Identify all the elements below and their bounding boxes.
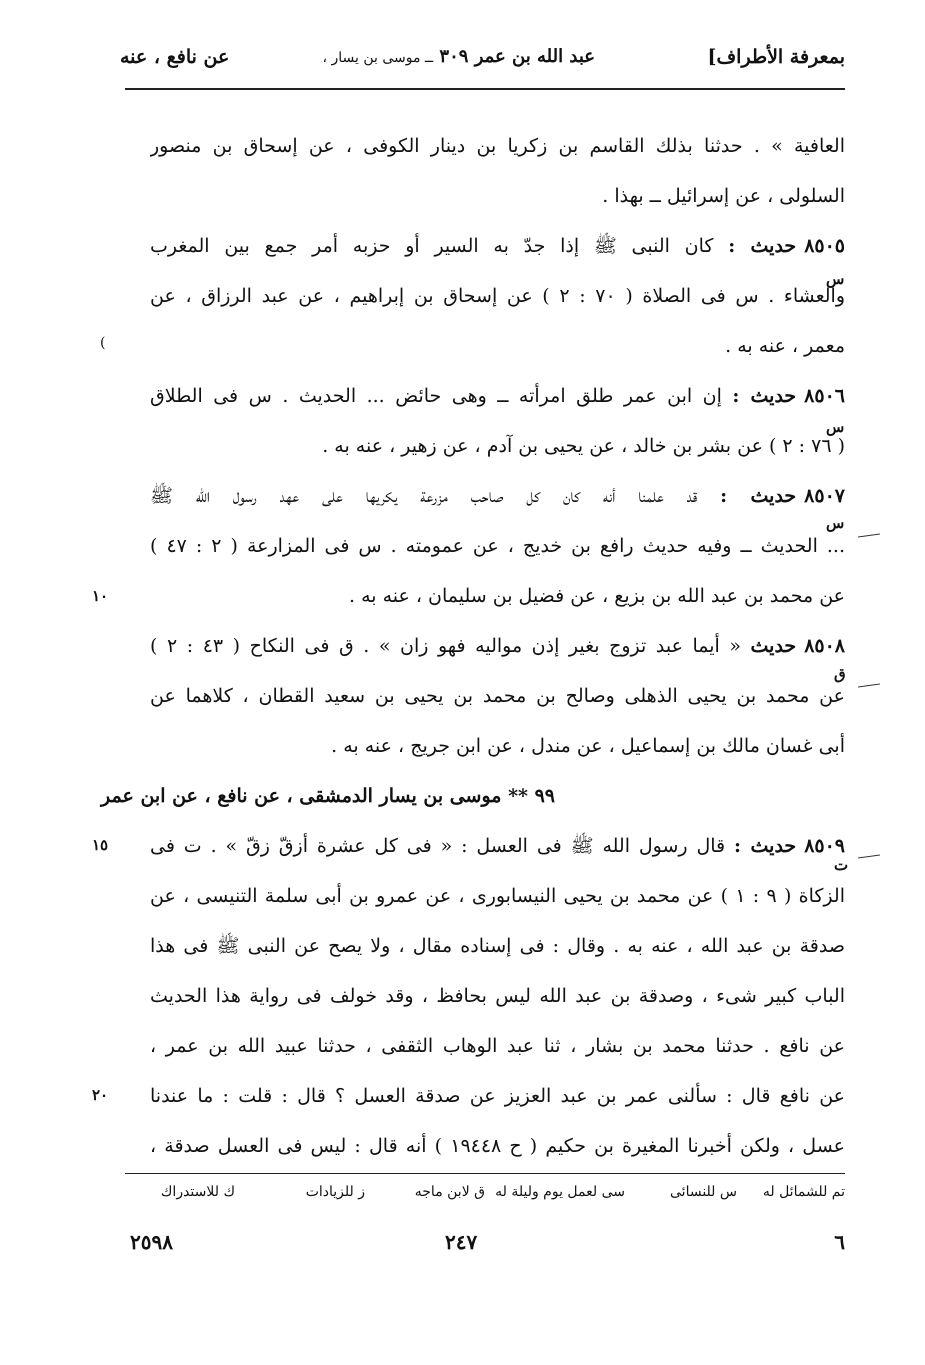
- legend-istidrak: ك للاستدراك: [160, 1184, 235, 1200]
- margin-siglum: س: [826, 514, 845, 532]
- header-section-main: عبد الله بن عمر ٣٠٩: [439, 46, 595, 67]
- margin-siglum: ت: [834, 856, 849, 874]
- header-rule: [125, 88, 845, 90]
- margin-paren: (: [100, 335, 106, 351]
- hadith-number: ٨٥٠٦: [804, 385, 845, 407]
- text-line: عسل ، ولكن أخبرنا المغيرة بن حكيم ( ح ١٩٤٤٨ ) أنه قال : ليس فى العسل صدقة ،: [150, 1135, 845, 1157]
- text-line: السلولى ، عن إسرائيل ــ بهذا .: [602, 185, 845, 207]
- footer-sequence-number: ٢٥٩٨: [130, 1230, 173, 1254]
- header-section-sub: ــ موسى بن يسار ،: [322, 50, 434, 66]
- legend-shamail: تم للشمائل له: [762, 1184, 845, 1200]
- legend-ibn-majah: ق لابن ماجه: [414, 1184, 485, 1200]
- text-line: الزكاة ( ٩ : ١ ) عن محمد بن يحيى النيسابورى ، عن عمرو بن أبى سلمة التنيسى ، عن: [150, 885, 845, 907]
- hadith-keyword: حديث :: [734, 835, 797, 857]
- hadith-number: ٨٥٠٥: [804, 235, 845, 257]
- legend-nasai: س للنسائى: [670, 1184, 737, 1200]
- hadith-keyword: حديث :: [732, 385, 797, 407]
- text-line: عن نافع قال : سألنى عمر بن عبد العزيز عن صدقة العسل ؟ قال : قلت : ما عندنا: [150, 1085, 845, 1107]
- page-number: ٢٤٧: [445, 1230, 478, 1254]
- hadith-entry-8505: ٨٥٠٥حديث : كان النبى ﷺ إذا جدّ به السير أو حزبه أمر جمع بين المغرب: [150, 235, 845, 257]
- hadith-number: ٨٥٠٧: [804, 485, 845, 507]
- hadith-entry-8509: ٨٥٠٩حديث : قال رسول الله ﷺ فى العسل : « فى كل عشرة أزقّ زقّ » . ت فى: [150, 835, 845, 857]
- hadith-keyword: حديث :: [728, 235, 797, 257]
- margin-siglum: ق: [834, 665, 846, 683]
- margin-mark: [858, 854, 880, 858]
- margin-line-number: ١٠: [92, 587, 109, 605]
- text-line: الباب كبير شىء ، وصدقة بن عبد الله ليس بحافظ ، وقد خولف فى رواية هذا الحديث: [150, 985, 845, 1007]
- footer-volume-number: ٦: [834, 1230, 845, 1254]
- legend-amal: سى لعمل يوم وليلة له: [495, 1184, 625, 1200]
- hadith-entry-8507: ٨٥٠٧حديث : قد علمنا أنه كان كل صاحب مزرعة يكريها على عهد رسول الله ﷺ: [150, 485, 845, 507]
- hadith-entry-8508: ٨٥٠٨حديث « أيما عبد تزوج بغير إذن مواليه فهو زان » . ق فى النكاح ( ٤٣ : ٢ ): [150, 635, 845, 657]
- legend-ziyadat: ز للزيادات: [305, 1184, 365, 1200]
- footer-rule: [125, 1173, 845, 1174]
- hadith-number: ٨٥٠٨: [804, 635, 845, 657]
- hadith-number: ٨٥٠٩: [804, 835, 845, 857]
- text-line: معمر ، عنه به .: [725, 335, 845, 357]
- text-line: ( ٧٦ : ٢ ) عن بشر بن خالد ، عن يحيى بن آدم ، عن زهير ، عنه به .: [322, 435, 845, 457]
- hadith-keyword: حديث :: [720, 485, 797, 507]
- text-line: عن محمد بن يحيى الذهلى وصالح بن محمد بن يحيى بن سعيد القطان ، كلاهما عن: [150, 685, 845, 707]
- margin-siglum: س: [826, 418, 845, 436]
- header-book-title: بمعرفة الأطراف]: [707, 46, 845, 68]
- margin-line-number: ١٥: [92, 836, 109, 854]
- text-line: عن محمد بن عبد الله بن بزيع ، عن فضيل بن سليمان ، عنه به .: [349, 585, 845, 607]
- text-line: عن نافع . حدثنا محمد بن بشار ، ثنا عبد الوهاب الثقفى ، حدثنا عبيد الله بن عمر ،: [150, 1035, 845, 1057]
- margin-mark: [858, 683, 880, 687]
- text-line: العافية » . حدثنا بذلك القاسم بن زكريا بن دينار الكوفى ، عن إسحاق بن منصور: [150, 135, 845, 157]
- text-line: أبى غسان مالك بن إسماعيل ، عن مندل ، عن ابن جريج ، عنه به .: [331, 735, 845, 757]
- hadith-entry-8506: ٨٥٠٦حديث : إن ابن عمر طلق امرأته ــ وهى حائض ... الحديث . س فى الطلاق: [150, 385, 845, 407]
- section-heading: ٩٩ ** موسى بن يسار الدمشقى ، عن نافع ، عن ابن عمر: [101, 785, 555, 807]
- hadith-keyword: حديث: [750, 635, 797, 657]
- header-section: [323, 46, 596, 78]
- margin-siglum: س: [826, 270, 845, 288]
- text-line: صدقة بن عبد الله ، عنه به . وقال : فى إسناده مقال ، ولا يصح عن النبى ﷺ فى هذا: [150, 935, 845, 957]
- margin-mark: [858, 533, 880, 537]
- header-chain: عن نافع ، عنه: [120, 46, 230, 68]
- text-line: والعشاء . س فى الصلاة ( ٧٠ : ٢ ) عن إسحاق بن إبراهيم ، عن عبد الرزاق ، عن: [150, 285, 845, 307]
- text-line: ... الحديث ــ وفيه حديث رافع بن خديج ، عن عمومته . س فى المزارعة ( ٢ : ٤٧ ): [150, 535, 845, 557]
- margin-line-number: ٢٠: [92, 1086, 109, 1104]
